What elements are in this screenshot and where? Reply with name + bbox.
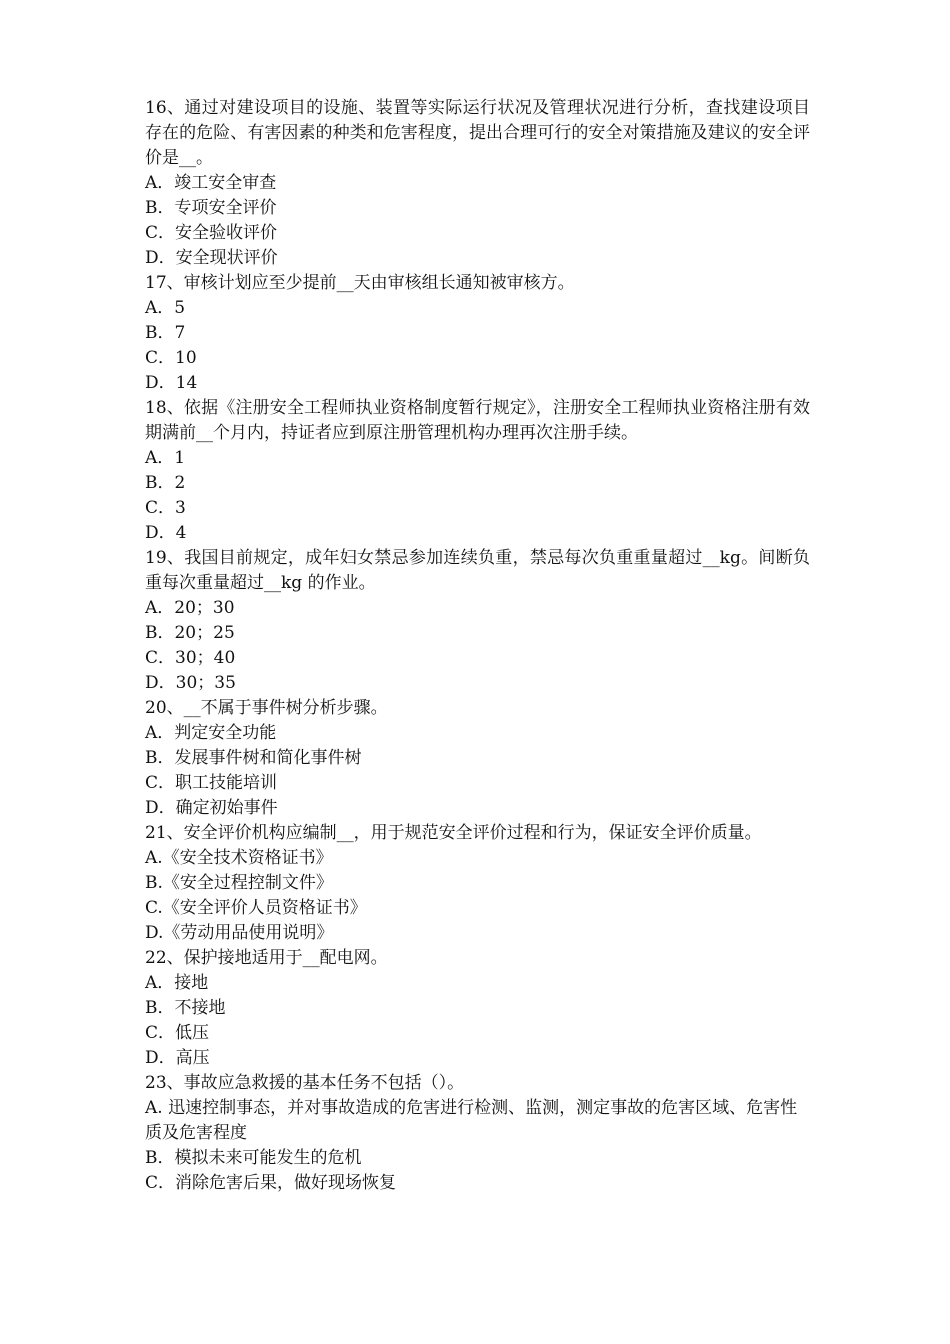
- document-page: [145, 96, 810, 1196]
- question-stem: 18、依据《注册安全工程师执业资格制度暂行规定》，注册安全工程师执业资格注册有效期满前__个月内，持证者应到原注册管理机构办理再次注册手续。: [145, 398, 810, 443]
- question-17: [145, 271, 810, 396]
- option-d: D．安全现状评价: [145, 248, 278, 268]
- option-d: D．14: [145, 373, 198, 393]
- question-22: [145, 946, 810, 1071]
- option-b: B.《安全过程控制文件》: [145, 873, 333, 893]
- question-stem: 19、我国目前规定，成年妇女禁忌参加连续负重，禁忌每次负重重量超过__kg。间断负重每次重量超过__kg 的作业。: [145, 548, 810, 593]
- question-16: [145, 96, 810, 271]
- option-a: A．竣工安全审查: [145, 173, 277, 193]
- question-stem: 16、通过对建设项目的设施、装置等实际运行状况及管理状况进行分析，查找建设项目存在的危险、有害因素的种类和危害程度，提出合理可行的安全对策措施及建议的安全评价是__。: [145, 98, 810, 168]
- option-d: D．4: [145, 523, 187, 543]
- option-b: B．7: [145, 323, 186, 343]
- option-d: D.《劳动用品使用说明》: [145, 923, 334, 943]
- option-c: C．低压: [145, 1023, 210, 1043]
- question-stem: 23、事故应急救援的基本任务不包括（）。: [145, 1073, 465, 1093]
- option-a: A．5: [145, 298, 186, 318]
- question-20: [145, 696, 810, 821]
- option-c: C．职工技能培训: [145, 773, 278, 793]
- question-stem: 17、审核计划应至少提前__天由审核组长通知被审核方。: [145, 273, 575, 293]
- option-d: D．确定初始事件: [145, 798, 278, 818]
- question-18: [145, 396, 810, 546]
- option-a: A.《安全技术资格证书》: [145, 848, 333, 868]
- question-stem: 22、保护接地适用于__配电网。: [145, 948, 388, 968]
- question-19: [145, 546, 810, 696]
- option-a: A．20；30: [145, 598, 235, 618]
- option-c: C．10: [145, 348, 197, 368]
- option-c: C.《安全评价人员资格证书》: [145, 898, 367, 918]
- option-b: B．发展事件树和简化事件树: [145, 748, 362, 768]
- option-b: B．模拟未来可能发生的危机: [145, 1148, 362, 1168]
- question-21: [145, 821, 810, 946]
- option-c: C．消除危害后果，做好现场恢复: [145, 1173, 397, 1193]
- question-stem: 21、安全评价机构应编制__，用于规范安全评价过程和行为，保证安全评价质量。: [145, 823, 762, 843]
- option-b: B．不接地: [145, 998, 226, 1018]
- option-c: C．30；40: [145, 648, 236, 668]
- question-stem: 20、__不属于事件树分析步骤。: [145, 698, 388, 718]
- option-a: A．1: [145, 448, 186, 468]
- question-23: [145, 1071, 810, 1196]
- option-b: B．20；25: [145, 623, 235, 643]
- option-b: B．专项安全评价: [145, 198, 277, 218]
- option-a: A．接地: [145, 973, 209, 993]
- option-b: B．2: [145, 473, 186, 493]
- option-d: D．高压: [145, 1048, 210, 1068]
- option-a: A．判定安全功能: [145, 723, 277, 743]
- option-a: A. 迅速控制事态，并对事故造成的危害进行检测、监测，测定事故的危害区域、危害性质及危害程度: [145, 1098, 798, 1143]
- option-d: D．30；35: [145, 673, 236, 693]
- option-c: C．安全验收评价: [145, 223, 278, 243]
- option-c: C．3: [145, 498, 186, 518]
